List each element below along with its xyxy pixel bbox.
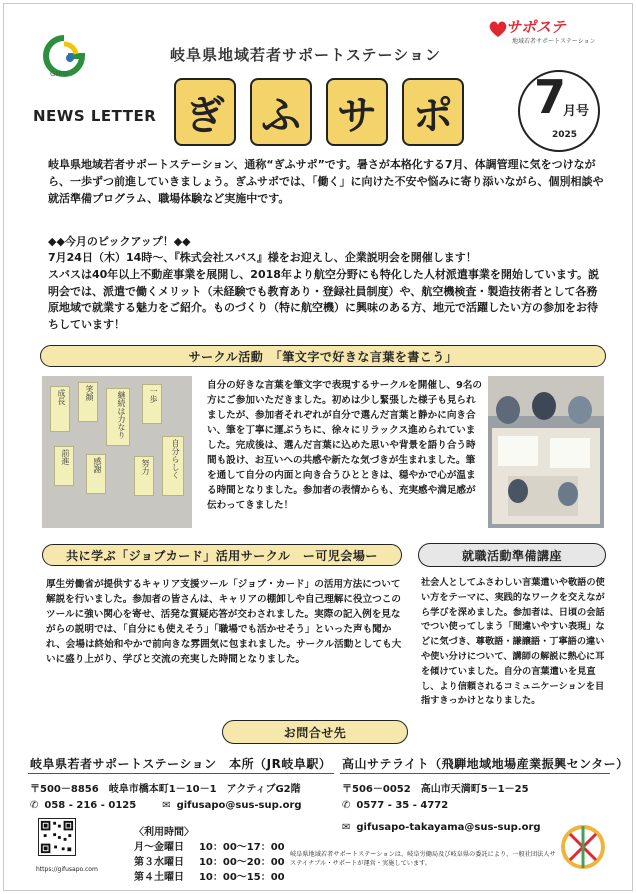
hours-day: 月〜金曜日	[134, 842, 184, 853]
circle-activity-banner: サークル活動 「筆文字で好きな言葉を書こう」	[40, 345, 606, 367]
job-prep-course-text: 社会人としてふさわしい言葉遣いや敬語の使い方をテーマに、実践的なワークを交えながら学びを深めました。参加者は、日頃の会話でつい使ってしまう「間違いやすい表現」などに気づき、尊敬語・謙譲語・丁寧語の違いや使い分けについて、講師の解説に熱心に耳を傾けていました。自分の言葉遣いを見直し、より信頼されるコミュニケーションを目指すきっかけとなりました。	[421, 577, 605, 707]
pickup-body	[48, 250, 608, 334]
title-char-po: ポ	[402, 78, 464, 146]
brand-subtitle: 地域若者サポートステーション	[512, 38, 596, 45]
main-address: 〒500－8856 岐阜市橋本町1－10－1 アクティブG2階	[30, 784, 301, 795]
satellite-office-name: 高山サテライト（飛騨地域地場産業振興センター）	[342, 757, 629, 771]
hours-row	[134, 853, 285, 868]
hours-row	[134, 868, 285, 883]
operator-footnote: 岐阜県地域若者サポートステーションは、岐阜労働局及び岐阜県の委託により、一般社団法人サステイナブル・サポートが運営・実施しています。	[290, 851, 556, 867]
month-number: 7	[534, 70, 567, 124]
main-email[interactable]: gifusapo@sus-sup.org	[176, 800, 302, 811]
photo-note: 一歩	[142, 384, 162, 424]
hours-time: 10：00〜17：00	[198, 842, 285, 853]
brand-name: サポステ	[506, 18, 566, 36]
qr-code[interactable]	[38, 818, 76, 856]
jobcard-circle-banner: 共に学ぶ「ジョブカード」活用サークル ー可児会場ー	[42, 544, 402, 566]
intro-paragraph: 岐阜県地域若者サポートステーション、通称“ぎふサポ”です。暑さが本格化する7月、体調管理に気をつけながら、一歩ずつ前進していきましょう。ぎふサポでは、「働く」に向けた不安や悩みに寄り添いながら、個別相談や就活準備プログラム、職場体験など実施中です。	[48, 158, 604, 205]
photo-note: 自分らしく	[162, 436, 184, 496]
hours-title: 〈利用時間〉	[134, 827, 194, 838]
hours-day: 第４土曜日	[134, 872, 184, 883]
contact-banner: お問合せ先	[222, 720, 408, 744]
satellite-phone-row	[342, 800, 448, 811]
issue-year: 2025	[552, 130, 578, 140]
job-prep-course-banner: 就職活動準備講座	[418, 543, 606, 567]
photo-note: 継続は力なり	[106, 388, 130, 446]
title-char-fu: ふ	[250, 78, 312, 146]
calligraphy-photo	[42, 376, 192, 528]
month-label: 月号	[563, 104, 590, 119]
gifu-prefecture-logo	[38, 32, 90, 88]
hours-row	[134, 838, 285, 853]
hours-time: 10：00〜20：00	[198, 857, 285, 868]
gifu-label: GIFU	[50, 70, 69, 78]
newsletter-label: NEWS LETTER	[33, 107, 157, 125]
hours-time: 10：00〜15：00	[198, 872, 285, 883]
main-office-name: 岐阜県若者サポートステーション 本所（JR岐阜駅）	[30, 757, 332, 771]
satellite-phone[interactable]: 0577 - 35 - 4772	[356, 800, 449, 811]
pickup-heading: ◆◆今月のピックアップ！◆◆	[48, 235, 191, 248]
website-url[interactable]: https://gifusapo.com	[36, 866, 98, 873]
photo-note: 努力	[134, 456, 154, 496]
photo-note: 笑顔	[78, 382, 98, 422]
phone-icon: ✆	[30, 800, 39, 811]
divider	[340, 773, 610, 774]
circle-activity-text: 自分の好きな言葉を筆文字で表現するサークルを開催し、9名の方にご参加いただきました。初めは少し緊張した様子も見られましたが、参加者それぞれが自分で選んだ言葉と静かに向き合い、筆を丁寧に運ぶうちに、徐々にリラックス進められていました。完成後は、選んだ言葉に込めた思いや背景を語り合う時間も設け、お互いへの共感や新たな気づきが生まれました。筆を通して自分の内面と向き合うひとときは、穏やかで心が温まる時間となりました。参加者の表情からも、充実感や満足感が伝わってきました！	[207, 380, 483, 511]
title-char-sa: サ	[326, 78, 388, 146]
phone-icon: ✆	[342, 800, 351, 811]
saposte-heart-icon	[488, 20, 508, 38]
pickup-date-line: 7月24日（木）14時〜、『株式会社スバス』様をお迎えし、企業説明会を開催します！	[48, 251, 477, 264]
title-char-gi: ぎ	[174, 78, 236, 146]
organization-title: 岐阜県地域若者サポートステーション	[170, 46, 441, 64]
divider	[28, 773, 334, 774]
satellite-email[interactable]: gifusapo-takayama@sus-sup.org	[356, 822, 541, 833]
pickup-description: スバスは40年以上不動産事業を展開し、2018年より航空分野にも特化した人材派遣事業を開始しています。説明会では、派遣で働くメリット（未経験でも教育あり・登録社員制度）や、航空機検査・製造技術者として各務原地域で就業する魅力をご紹介。ものづくり（特に航空機）に興味のある方、地元で活躍したい方の参加をお待ちしています！	[48, 267, 600, 332]
photo-note: 感謝	[86, 454, 106, 494]
satellite-email-row	[342, 822, 541, 833]
jobcard-circle-text: 厚生労働省が提供するキャリア支援ツール「ジョブ・カード」の活用方法について解説を行いました。参加者の皆さんは、キャリアの棚卸しや自己理解に役立つこのツールに強い関心を寄せ、活発な質疑応答が交わされました。実際の記入例を見ながらの説明では、「自分にも使えそう」「職場でも活かせそう」といった声も聞かれ、会場は終始和やかで前向きな雰囲気に包まれました。サークル活動としても大いに盛り上がり、学びと交流の充実した時間となりました。	[46, 579, 402, 665]
mail-icon: ✉	[162, 800, 171, 811]
satellite-address: 〒506－0052 高山市天満町5－1－25	[342, 784, 529, 795]
main-contact-row	[30, 800, 302, 811]
photo-note: 成長	[50, 386, 70, 432]
main-phone[interactable]: 058 - 216 - 0125	[44, 800, 137, 811]
mail-icon: ✉	[342, 822, 351, 833]
decorative-mark-icon	[556, 820, 610, 874]
hours-day: 第３水曜日	[134, 857, 184, 868]
photo-note: 前進	[54, 446, 74, 486]
workshop-photo	[488, 376, 604, 528]
